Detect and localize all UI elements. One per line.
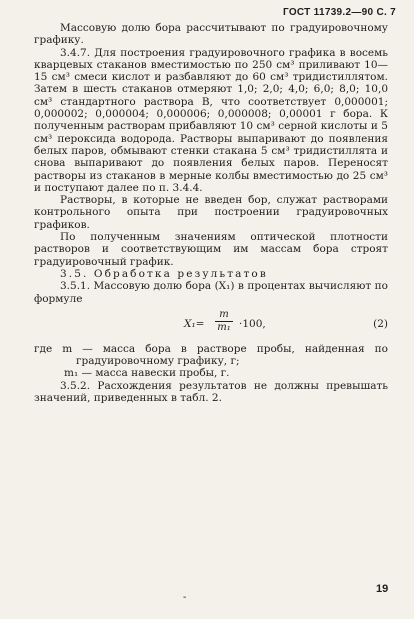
paragraph-mass-fraction-graph: Массовую долю бора рассчитывают по градуировочному графику. — [34, 22, 388, 47]
formula-number: (2) — [373, 317, 388, 330]
formula-2 — [34, 307, 388, 343]
formula-fraction — [215, 309, 233, 334]
footer-mark: - — [183, 592, 187, 603]
formula-lhs: X₁= — [184, 317, 205, 330]
paragraph-3-5-2: 3.5.2. Расхождения результатов не должны превышать значений, приведенных в табл. 2. — [34, 379, 388, 405]
page-number: 19 — [376, 583, 389, 595]
paragraph-calibration-graph: По полученным значениям оптической плотности растворов и соответствующим им массам бора строят градуировочный график. — [34, 231, 388, 268]
section-heading-3-5: 3.5. Обработка результатов — [60, 267, 268, 280]
paragraph-3-4-7: 3.4.7. Для построения градуировочного графика в восемь кварцевых стаканов вместимостью по 250 см³ приливают 10—15 см³ смеси кислот и разбавляют до 60 см³ тридистиллятом. Затем в шесть стаканов отмеряют 1,0; 2,0; 4,0; 6,0; 8,0; 10,0 см³ стандартного раствора В, что соответствует 0,000001; 0,000002; 0,000004; 0,000006; 0,000008; 0,00001 г бора. К полученным растворам прибавляют 10 см³ серной кислоты и 5 см³ пероксида водорода. Растворы выпаривают до появления белых паров, обмывают стенки стакана 5 см³ тридистиллята и снова выпаривают до появления белых паров. Переносят растворы из стаканов в мерные колбы вместимостью до 25 см³ и поступают далее по п. 3.4.4. — [34, 46, 388, 194]
paragraph-control-experiment: Растворы, в которые не введен бор, служат растворами контрольного опыта при построении градуировочных графиков. — [34, 194, 388, 231]
definition-m: где m — масса бора в растворе пробы, найденная по градуировочному графику, г; — [34, 342, 388, 368]
formula-multiplier: ·100, — [239, 317, 266, 330]
formula-numerator: m — [215, 309, 233, 322]
paragraph-3-5-1: 3.5.1. Массовую долю бора (X₁) в процентах вычисляют по формуле — [34, 280, 388, 305]
document-header: ГОСТ 11739.2—90 С. 7 — [282, 7, 396, 18]
definition-m1: m₁ — масса навески пробы, г. — [64, 367, 230, 380]
page-body — [34, 22, 388, 404]
formula-denominator: m₁ — [217, 321, 231, 333]
